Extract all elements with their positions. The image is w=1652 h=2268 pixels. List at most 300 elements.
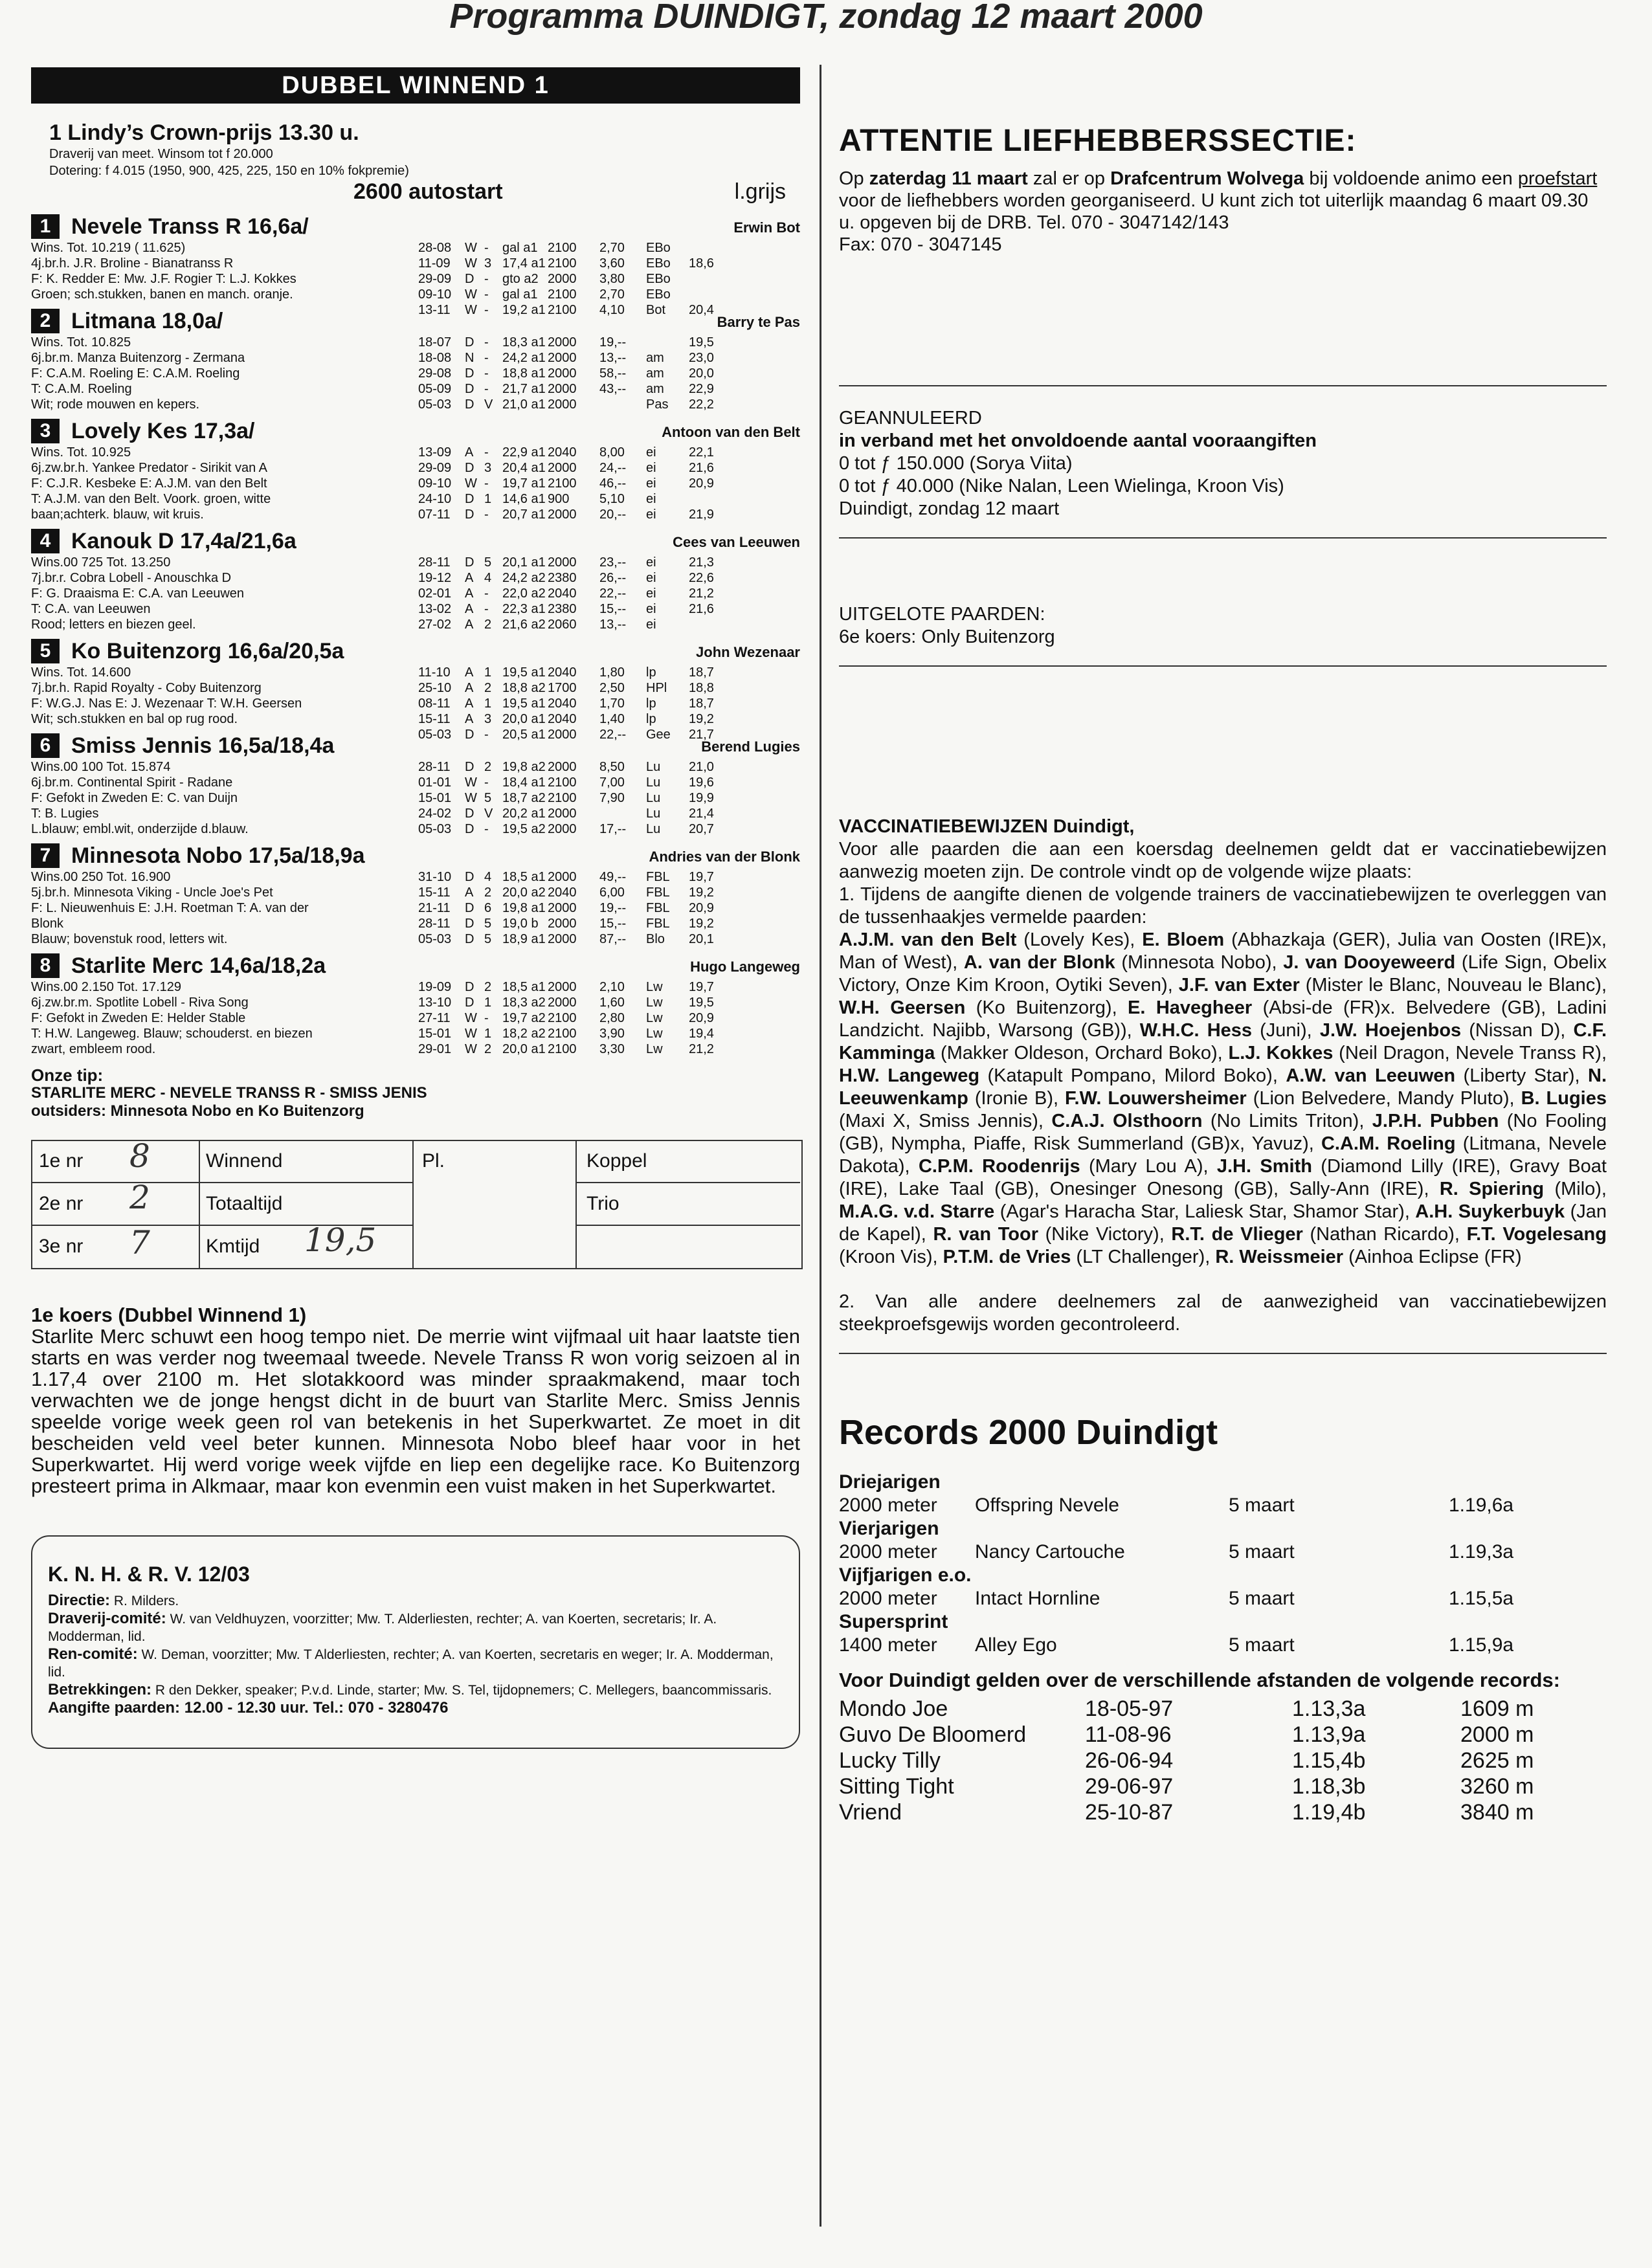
record-cell: 20,4 [689, 303, 714, 317]
horse-records [418, 335, 721, 412]
all-record-distance: 3260 m [1460, 1774, 1534, 1799]
record-cell: 17,-- [599, 822, 627, 836]
horse-info-line: Groen; sch.stukken, banen en manch. oranje. [31, 287, 293, 302]
record-cell: 2 [484, 617, 492, 632]
record-cell: 2 [484, 760, 492, 774]
horse-info-line: 7j.br.r. Cobra Lobell - Anouschka D [31, 571, 232, 585]
record-cell: 15,-- [599, 602, 627, 616]
record-cell: 20,9 [689, 1011, 714, 1025]
record-time: 1.19,6a [1449, 1495, 1514, 1516]
vaccinatie-title: VACCINATIEBEWIJZEN Duindigt, [839, 816, 1135, 837]
record-cell: 18,3 a1 [502, 335, 546, 350]
record-row [418, 1026, 721, 1041]
record-cell: 2000 [548, 382, 577, 396]
horse-body [31, 869, 800, 947]
record-cell: W [465, 1027, 477, 1041]
record-cell: 1 [484, 696, 492, 711]
record-cell: 7,90 [599, 791, 625, 805]
record-horse: Intact Hornline [975, 1588, 1100, 1609]
all-record-time: 1.13,9a [1292, 1722, 1366, 1747]
horse-number: 7 [31, 843, 60, 868]
trainer-horses: (Makker Oldeson, Orchard Boko), [935, 1043, 1229, 1063]
vaccinatie-p1: 1. Tijdens de aangifte dienen de volgende trainers de vaccinatiebewijzen te overleggen van de tussenhaakjes vermelde paarden: [839, 884, 1607, 928]
trainer-name: A.J.M. van den Belt [839, 929, 1017, 950]
record-cell: 13,-- [599, 617, 627, 632]
record-cell: - [484, 602, 489, 616]
record-cell: D [465, 507, 474, 522]
horse-name: Nevele Transs R 16,6a/ [71, 214, 309, 239]
all-records-table [839, 1696, 1607, 1825]
attentie-text: Op zaterdag 11 maart zal er op Drafcentrum Wolvega bij voldoende animo een proefstart voor de liefhebbers worden georganiseerd. U kunt zich tot uiterlijk maandag 6 maart 09.30 u. opgeven bij de DRB. Tel. 070 - 3047142/143 Fax: 070 - 3047145 [839, 168, 1607, 256]
record-cell [599, 397, 646, 412]
record-cell: lp [646, 696, 656, 711]
record-cell: 5 [484, 555, 492, 570]
record-cell: - [484, 272, 489, 286]
race-title: 1 Lindy’s Crown-prijs 13.30 u. [49, 120, 359, 145]
horse-body [31, 445, 800, 522]
record-row [418, 775, 721, 790]
record-cell: 20,0 a1 [502, 712, 546, 726]
record-cell: 14,6 a1 [502, 492, 546, 506]
record-cell: 2000 [548, 728, 577, 742]
horse-driver: Berend Lugies [701, 739, 800, 755]
geannuleerd-line: Duindigt, zondag 12 maart [839, 498, 1060, 519]
record-cell: ei [646, 617, 656, 632]
record-cell: 19,4 [689, 1027, 714, 1041]
record-cell: 2000 [548, 760, 577, 774]
record-cell: 19-09 [418, 980, 452, 994]
trainer-horses: (No Fooling (GB), Nympha, Piaffe, Risk Summerland (GB)x, Yavuz), [839, 1111, 1607, 1154]
trainer-name: A.H. Suykerbuyk [1415, 1201, 1565, 1222]
record-cell: W [465, 241, 477, 255]
record-cell: 29-01 [418, 1042, 452, 1056]
record-cell: 2000 [548, 870, 577, 884]
trainer-name: F.W. Louwersheimer [1065, 1088, 1247, 1109]
horse-list [31, 213, 800, 1057]
horse-records [418, 869, 721, 947]
record-cell: 23,0 [689, 351, 714, 365]
horse-info-line: 6j.zw.br.h. Yankee Predator - Sirikit van A [31, 461, 267, 475]
record-cell: - [484, 303, 489, 317]
record-cell: 24,2 a2 [502, 571, 546, 585]
tip-block [31, 1066, 800, 1120]
horse-name: Kanouk D 17,4a/21,6a [71, 528, 296, 553]
record-cell: 13-11 [418, 303, 451, 317]
trainer-name: J.W. Hoejenbos [1319, 1020, 1462, 1041]
uitgeloot-section [839, 603, 1607, 649]
record-cell: 18,7 [689, 665, 714, 680]
record-category: Supersprint [839, 1611, 948, 1632]
record-cell: Lu [646, 822, 661, 836]
record-cell: Lu [646, 760, 661, 774]
trainer-name: J.P.H. Pubben [1372, 1111, 1499, 1131]
record-row [839, 1494, 1607, 1517]
horse-entry [31, 528, 800, 632]
record-cell: 2000 [548, 806, 577, 821]
record-cell: Lw [646, 995, 663, 1010]
horse-info-line: T: H.W. Langeweg. Blauw; schouderst. en biezen [31, 1027, 313, 1041]
record-cell: A [465, 445, 474, 460]
record-cell: EBo [646, 287, 671, 302]
trainer-name: M.A.G. v.d. Starre [839, 1201, 995, 1222]
record-cell: 24-10 [418, 492, 452, 506]
record-cell: 27-02 [418, 617, 452, 632]
horse-driver: Andries van der Blonk [649, 849, 800, 865]
horse-info-line: Wit; rode mouwen en kepers. [31, 397, 200, 412]
result-place: Pl. [422, 1150, 445, 1172]
horse-title [31, 952, 800, 979]
record-cell: 19,5 a1 [502, 696, 546, 711]
record-cell: 19,8 a1 [502, 901, 546, 915]
trainer-horses: (Litmana, Nevele Dakota), [839, 1133, 1607, 1177]
knh-draverij: Draverij-comité: W. van Veldhuyzen, voorzitter; Mw. T. Alderliesten, rechter; A. van Koerten, secretaris; Ir. A. Modderman, lid. [48, 1610, 717, 1644]
record-cell: 19,0 b [502, 917, 539, 931]
record-row [839, 1587, 1607, 1610]
record-cell: FBL [646, 885, 670, 900]
record-cell: A [465, 696, 474, 711]
horse-driver: Barry te Pas [717, 314, 800, 330]
record-cell: 2100 [548, 1027, 577, 1041]
record-cell: 18,5 a1 [502, 870, 546, 884]
all-record-date: 11-08-96 [1085, 1722, 1172, 1747]
horse-name: Litmana 18,0a/ [71, 308, 223, 333]
record-cell: 4 [484, 870, 492, 884]
record-cell: - [484, 775, 489, 790]
commentary-text: Starlite Merc schuwt een hoog tempo niet. De merrie wint vijfmaal uit haar laatste tien starts en was verder nog tweemaal tweede. Nevele Transs R won vorig seizoen al in 1.17,4 over 2100 m. Het slotakkoord was minder spraakmakend, maar toch verwachten we de jonge hengst dicht in de buurt van Starlite Merc. Smiss Jennis speelde vorige week geen rol van betekenis in het Superkwartet. Ze moet in dit bescheiden veld veel beter kunnen. Minnesota Nobo bleef haar voor in het Superkwartet. Hij werd vorige week vijfde en liep een degelijke race. Ko Buitenzorg presteert prima in Alkmaar, maar kon evenmin een vuist maken in het Superkwartet. [31, 1325, 800, 1497]
divider [839, 1353, 1607, 1354]
record-row [418, 931, 721, 947]
record-cell: 3 [484, 461, 492, 475]
all-record-date: 18-05-97 [1085, 1696, 1174, 1721]
record-cell: 21,7 [689, 728, 714, 742]
all-record-row [839, 1773, 1607, 1799]
record-cell: W [465, 1011, 477, 1025]
horse-info [31, 445, 407, 522]
record-cell: 2000 [548, 507, 577, 522]
trainer-horses: (Mary Lou A), [1080, 1156, 1217, 1177]
record-row [418, 256, 721, 271]
horse-entry [31, 213, 800, 317]
all-record-distance: 3840 m [1460, 1800, 1534, 1825]
horse-number: 3 [31, 419, 60, 443]
trainer-name: A.W. van Leeuwen [1286, 1065, 1456, 1086]
record-cell: 2040 [548, 586, 577, 601]
horse-info-line: T: A.J.M. van den Belt. Voork. groen, witte [31, 492, 271, 506]
record-cell: 3,30 [599, 1042, 625, 1056]
record-cell: 87,-- [599, 932, 627, 946]
record-cell: 21,0 [689, 760, 714, 774]
horse-entry [31, 307, 800, 412]
record-cell: - [484, 822, 489, 836]
record-cell: 05-03 [418, 728, 452, 742]
record-cell: D [465, 806, 474, 821]
trainer-name: P.T.M. de Vries [943, 1247, 1071, 1267]
record-cell: 19,8 a2 [502, 760, 546, 774]
trainer-horses: (Juni), [1252, 1020, 1320, 1041]
record-row [839, 1634, 1607, 1657]
handwritten-first: 8 [129, 1137, 150, 1175]
trainer-horses: (Diamond Lilly (IRE), Gravy Boat (IRE), Lake Taal (GB), Onesinger Onesong (GB), Sally-Ann (IRE), [839, 1156, 1607, 1199]
record-cell: ei [646, 476, 656, 491]
knh-aangifte: Aangifte paarden: 12.00 - 12.30 uur. Tel.: 070 - 3280476 [48, 1699, 449, 1717]
record-cell: 18-07 [418, 335, 452, 350]
record-cell: A [465, 617, 474, 632]
record-cell: A [465, 885, 474, 900]
trainer-horses: (Minnesota Nobo), [1115, 952, 1284, 973]
attentie-title: ATTENTIE LIEFHEBBERSSECTIE: [839, 124, 1357, 158]
geannuleerd-reason: in verband met het onvoldoende aantal vooraangiften [839, 430, 1317, 451]
record-row [418, 240, 721, 256]
trainer-name: B. Lugies [1521, 1088, 1607, 1109]
trainer-name: R.T. de Vlieger [1171, 1224, 1303, 1245]
record-row [418, 445, 721, 460]
record-cell: 20,0 a1 [502, 1042, 546, 1056]
record-cell: 19,7 a1 [502, 476, 546, 491]
record-cell: am [646, 366, 664, 381]
result-winnend: Winnend [206, 1150, 283, 1172]
record-cell: 18,3 a2 [502, 995, 546, 1010]
horse-info [31, 869, 407, 947]
record-cell: 19,5 [689, 335, 714, 350]
record-cell: 20,7 [689, 822, 714, 836]
horse-number: 5 [31, 639, 60, 663]
record-cell: 24,2 a1 [502, 351, 546, 365]
record-cell: - [484, 728, 489, 742]
record-cell: V [484, 806, 493, 821]
trainer-name: W.H. Geersen [839, 997, 966, 1018]
trainer-name: R. Weissmeier [1215, 1247, 1344, 1267]
record-row [418, 476, 721, 491]
record-cell: 20,5 a1 [502, 728, 546, 742]
all-record-date: 26-06-94 [1085, 1748, 1174, 1773]
record-cell: 28-11 [418, 760, 451, 774]
record-cell: 18,5 a1 [502, 980, 546, 994]
record-cell: - [484, 241, 489, 255]
record-cell: 2100 [548, 1042, 577, 1056]
record-cell: ei [646, 586, 656, 601]
horse-info-line: T: C.A. van Leeuwen [31, 602, 151, 616]
record-cell: 13-10 [418, 995, 452, 1010]
horse-records [418, 979, 721, 1057]
all-record-row [839, 1722, 1607, 1748]
record-cell: 43,-- [599, 382, 627, 396]
record-distance: 2000 meter [839, 1495, 937, 1516]
record-cell: 5 [484, 932, 492, 946]
trainer-horses: (Lion Belvedere, Mandy Pluto), [1246, 1088, 1521, 1109]
result-row1-label: 1e nr [39, 1150, 84, 1172]
record-cell: 22,0 a2 [502, 586, 546, 601]
record-cell: D [465, 555, 474, 570]
geannuleerd-line: 0 tot ƒ 150.000 (Sorya Viita) [839, 453, 1073, 474]
record-cell: 1700 [548, 681, 577, 695]
record-cell: - [484, 476, 489, 491]
horse-driver: John Wezenaar [696, 644, 800, 660]
record-cell: EBo [646, 256, 671, 271]
record-cell: 21,0 a1 [502, 397, 546, 412]
horse-info-line: 6j.br.m. Manza Buitenzorg - Zermana [31, 351, 245, 365]
record-cell: 19-12 [418, 571, 452, 585]
horse-info-line: L.blauw; embl.wit, onderzijde d.blauw. [31, 822, 249, 836]
trainer-name: R. van Toor [933, 1224, 1038, 1245]
record-cell: 28-11 [418, 917, 451, 931]
record-cell: 15-01 [418, 1027, 452, 1041]
record-cell: 21-11 [418, 901, 451, 915]
record-date: 5 maart [1229, 1634, 1295, 1656]
column-divider [820, 65, 821, 2227]
record-cell: 19,5 a2 [502, 822, 546, 836]
record-cell: 21,6 [689, 461, 714, 475]
record-cell: A [465, 571, 474, 585]
record-cell [689, 271, 721, 287]
record-cell: 2 [484, 1042, 492, 1056]
trainer-horses: (Lovely Kes), [1016, 929, 1143, 950]
record-cell: 29-08 [418, 366, 452, 381]
horse-title [31, 638, 800, 665]
horse-name: Starlite Merc 14,6a/18,2a [71, 953, 326, 978]
record-cell: 18,8 a1 [502, 366, 546, 381]
record-cell: 2040 [548, 885, 577, 900]
horse-number: 1 [31, 214, 60, 239]
all-record-horse: Lucky Tilly [839, 1748, 941, 1773]
horse-entry [31, 732, 800, 837]
horse-entry [31, 952, 800, 1057]
record-cell: 19,-- [599, 901, 627, 915]
attentie-fax: Fax: 070 - 3047145 [839, 234, 1002, 255]
record-cell: am [646, 351, 664, 365]
record-cell: ei [646, 555, 656, 570]
trainer-horses: (Maxi X, Smiss Jennis), [839, 1111, 1052, 1131]
record-cell: 2000 [548, 980, 577, 994]
record-row [418, 381, 721, 397]
record-cell: 05-03 [418, 822, 452, 836]
record-row [418, 916, 721, 931]
record-cell: ei [646, 507, 656, 522]
horse-title [31, 307, 800, 335]
record-cell: 18,7 a2 [502, 791, 546, 805]
record-row [418, 885, 721, 900]
record-cell: 29-09 [418, 461, 452, 475]
record-cell: 46,-- [599, 476, 627, 491]
record-cell: 1 [484, 492, 492, 506]
record-cell: 19,6 [689, 775, 714, 790]
record-row [418, 271, 721, 287]
record-cell: 05-09 [418, 382, 452, 396]
all-record-distance: 2625 m [1460, 1748, 1534, 1773]
horse-info-line: Rood; letters en biezen geel. [31, 617, 196, 632]
horse-info-line: Wins.00 250 Tot. 16.900 [31, 870, 171, 884]
record-cell: 2000 [548, 461, 577, 475]
knh-box [31, 1535, 800, 1749]
record-row [418, 900, 721, 916]
record-cell: 20,0 a2 [502, 885, 546, 900]
record-cell: FBL [646, 917, 670, 931]
record-cell: lp [646, 665, 656, 680]
trainer-name: J.F. van Exter [1178, 975, 1300, 995]
race-purse: Dotering: f 4.015 (1950, 900, 425, 225, 150 en 10% fokpremie) [49, 164, 409, 178]
record-cell [689, 617, 721, 632]
tip-favorites: STARLITE MERC - NEVELE TRANSS R - SMISS JENIS [31, 1084, 427, 1102]
trainer-name: H.W. Langeweg [839, 1065, 980, 1086]
race-line [49, 179, 800, 208]
record-cell: Lu [646, 791, 661, 805]
record-cell: EBo [646, 241, 671, 255]
record-date: 5 maart [1229, 1495, 1295, 1516]
record-row [418, 1010, 721, 1026]
record-cell: 11-09 [418, 256, 451, 271]
record-date: 5 maart [1229, 1588, 1295, 1609]
record-cell: 18,8 [689, 681, 714, 695]
all-record-row [839, 1748, 1607, 1773]
record-cell: 23,-- [599, 555, 627, 570]
record-cell: 2100 [548, 256, 577, 271]
trainer-name: W.H.C. Hess [1139, 1020, 1253, 1041]
horse-driver: Hugo Langeweg [690, 959, 800, 975]
horse-name: Smiss Jennis 16,5a/18,4a [71, 733, 335, 758]
record-cell: 20,1 a1 [502, 555, 546, 570]
horse-info-line: Wins. Tot. 14.600 [31, 665, 131, 680]
record-cell: - [484, 351, 489, 365]
record-cell: 20,-- [599, 507, 627, 522]
trainer-name: C.P.M. Roodenrijs [918, 1156, 1080, 1177]
record-cell: 15-01 [418, 791, 452, 805]
trainer-name: J. van Dooyeweerd [1283, 952, 1456, 973]
record-cell: 28-11 [418, 555, 451, 570]
record-cell [599, 806, 646, 821]
horse-entry [31, 842, 800, 947]
record-cell: 21,4 [689, 806, 714, 821]
record-cell: FBL [646, 870, 670, 884]
record-cell: 22,1 [689, 445, 714, 460]
record-cell: 19,7 [689, 870, 714, 884]
record-cell: 22,6 [689, 571, 714, 585]
record-cell: 22,9 a1 [502, 445, 546, 460]
horse-name: Ko Buitenzorg 16,6a/20,5a [71, 638, 344, 663]
record-row [839, 1540, 1607, 1564]
result-koppel: Koppel [586, 1150, 647, 1172]
geannuleerd-title: GEANNULEERD [839, 408, 982, 428]
record-cell: D [465, 728, 474, 742]
horse-body [31, 759, 800, 837]
uitgeloot-line: 6e koers: Only Buitenzorg [839, 627, 1055, 647]
record-cell: 21,2 [689, 1042, 714, 1056]
all-record-horse: Vriend [839, 1800, 902, 1825]
record-row [418, 366, 721, 381]
record-cell: W [465, 1042, 477, 1056]
record-cell: ei [646, 461, 656, 475]
record-cell: 09-10 [418, 476, 452, 491]
trainer-name: N. Leeuwenkamp [839, 1065, 1607, 1109]
horse-info-line: T: B. Lugies [31, 806, 99, 821]
record-cell: 2100 [548, 303, 577, 317]
record-cell: Bot [646, 303, 666, 317]
record-cell: D [465, 870, 474, 884]
record-row [418, 979, 721, 995]
all-record-date: 25-10-87 [1085, 1800, 1174, 1825]
record-cell: 05-03 [418, 932, 452, 946]
record-row [418, 507, 721, 522]
record-cell: D [465, 760, 474, 774]
record-cell: 2,50 [599, 681, 625, 695]
record-time: 1.15,5a [1449, 1588, 1514, 1609]
race-conditions: Draverij van meet. Winsom tot f 20.000 [49, 147, 273, 161]
horse-info-line: Wins.00 725 Tot. 13.250 [31, 555, 171, 570]
horse-info-line: F: G. Draaisma E: C.A. van Leeuwen [31, 586, 245, 601]
record-distance: 2000 meter [839, 1588, 937, 1609]
record-cell: HPl [646, 681, 667, 695]
horse-driver: Cees van Leeuwen [673, 534, 800, 550]
record-cell: 19,2 [689, 917, 714, 931]
record-cell: A [465, 602, 474, 616]
